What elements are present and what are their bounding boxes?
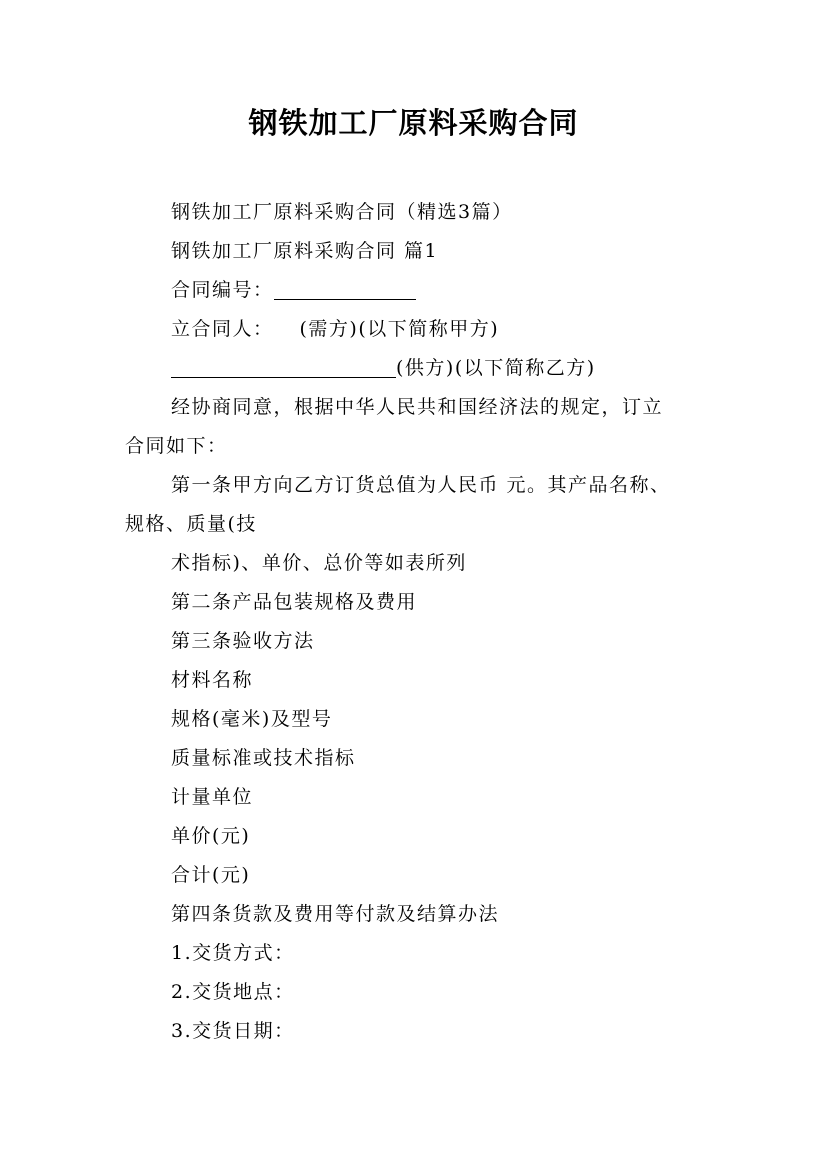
table-header-item: 合计(元) [171,864,251,886]
clause-line: 第二条产品包装规格及费用 [171,591,418,613]
clause-line: 第一条甲方向乙方订货总值为人民币 元。其产品名称、 [171,474,671,496]
supplier-line [125,349,715,388]
contract-number-line [125,271,715,310]
table-header-item: 计量单位 [171,786,254,808]
list-item: 1.交货方式： [171,942,295,964]
parties-line [125,310,715,349]
clause-line: 规格、质量(技 [125,513,257,535]
section-heading: 钢铁加工厂原料采购合同 篇1 [171,240,439,262]
supplier-blank [171,355,396,378]
parties-label: 立合同人： [171,318,274,340]
clause-line: 第三条验收方法 [171,630,315,652]
subtitle-line: 钢铁加工厂原料采购合同（精选3篇） [171,201,513,223]
buyer-text: (需方)(以下简称甲方) [299,318,500,340]
contract-number-blank [274,277,416,300]
supplier-text: (供方)(以下简称乙方) [396,357,596,379]
clause-line: 术指标)、单价、总价等如表所列 [171,552,467,574]
table-header-item: 质量标准或技术指标 [171,747,356,769]
paragraph-line: 合同如下： [125,435,228,457]
list-item: 2.交货地点： [171,981,295,1003]
document-body [125,193,715,1051]
table-header-item: 规格(毫米)及型号 [171,708,333,730]
document-title: 钢铁加工厂原料采购合同 [248,106,579,140]
paragraph-line: 经协商同意，根据中华人民共和国经济法的规定，订立 [171,396,664,418]
table-header-item: 材料名称 [171,669,254,691]
contract-number-label: 合同编号： [171,279,274,301]
table-header-item: 单价(元) [171,825,251,847]
list-item: 3.交货日期： [171,1020,295,1042]
clause-line: 第四条货款及费用等付款及结算办法 [171,903,500,925]
